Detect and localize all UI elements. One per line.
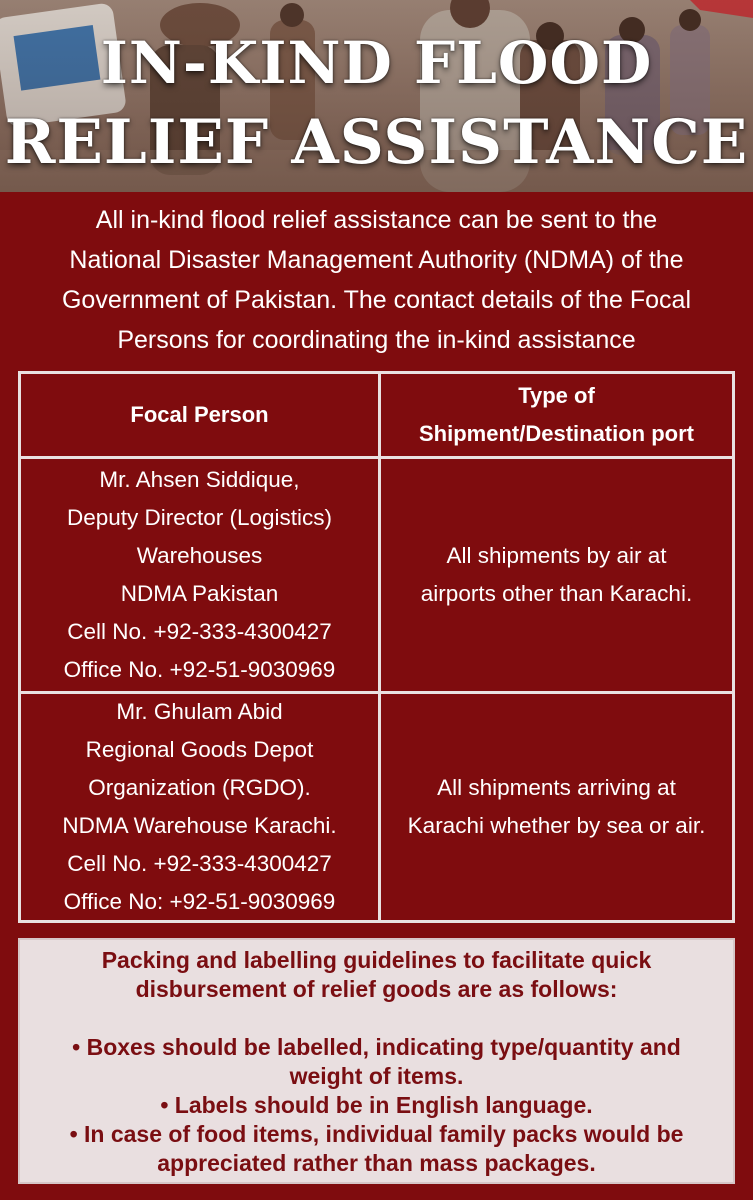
table-row-2-shipment xyxy=(381,694,732,920)
guideline-item-food: • In case of food items, individual family packs would be xyxy=(69,1121,684,1147)
intro-paragraph xyxy=(20,200,733,360)
shipment-text: airports other than Karachi. xyxy=(420,581,693,606)
guideline-item-language: • Labels should be in English language. xyxy=(160,1092,593,1118)
packing-guidelines-box xyxy=(18,938,735,1184)
table-row-2-person xyxy=(21,694,378,920)
person-name: Mr. Ghulam Abid xyxy=(116,699,283,724)
guidelines-spacer xyxy=(20,1004,733,1033)
shipment-text: All shipments arriving at xyxy=(437,775,676,800)
person-name: Mr. Ahsen Siddique, xyxy=(99,467,300,492)
shipment-text: All shipments by air at xyxy=(446,543,667,568)
table-row-1-person xyxy=(21,459,378,691)
shipment-text: Karachi whether by sea or air. xyxy=(407,813,706,838)
person-title: Warehouses xyxy=(136,543,263,568)
intro-line: National Disaster Management Authority (NDMA) of the xyxy=(69,246,684,274)
header-shipment-label-line: Type of xyxy=(518,383,595,408)
focal-persons-table xyxy=(18,371,735,923)
banner-title-line-1: IN-KIND FLOOD xyxy=(100,29,653,97)
header-focal-person-label: Focal Person xyxy=(130,402,269,427)
guidelines-heading-line: disbursement of relief goods are as follows: xyxy=(135,976,618,1002)
person-organization: NDMA Pakistan xyxy=(120,581,279,606)
table-row-1-shipment xyxy=(381,459,732,691)
intro-line: All in-kind flood relief assistance can be sent to the xyxy=(95,206,658,234)
person-organization: Regional Goods Depot xyxy=(85,737,314,762)
banner xyxy=(0,0,753,192)
header-focal-person xyxy=(21,374,378,456)
person-warehouse: NDMA Warehouse Karachi. xyxy=(62,813,337,838)
intro-line: Government of Pakistan. The contact details of the Focal xyxy=(61,286,692,314)
banner-title-line-2: RELIEF ASSISTANCE xyxy=(4,107,749,178)
person-cell-number: Cell No. +92-333-4300427 xyxy=(67,619,332,644)
person-office-number: Office No. +92-51-9030969 xyxy=(63,657,336,682)
guidelines-heading-line: Packing and labelling guidelines to facilitate quick xyxy=(101,947,652,973)
guideline-item-labelling-cont: weight of items. xyxy=(289,1063,464,1089)
header-shipment-type xyxy=(381,374,732,456)
person-title: Deputy Director (Logistics) xyxy=(66,505,333,530)
intro-line: Persons for coordinating the in-kind assistance xyxy=(117,326,636,354)
guideline-item-labelling: • Boxes should be labelled, indicating type/quantity and xyxy=(72,1034,681,1060)
guideline-item-food-cont: appreciated rather than mass packages. xyxy=(157,1150,596,1176)
header-shipment-label-line: Shipment/Destination port xyxy=(419,421,694,446)
person-organization: Organization (RGDO). xyxy=(88,775,311,800)
person-office-number: Office No: +92-51-9030969 xyxy=(63,889,336,914)
person-cell-number: Cell No. +92-333-4300427 xyxy=(67,851,332,876)
